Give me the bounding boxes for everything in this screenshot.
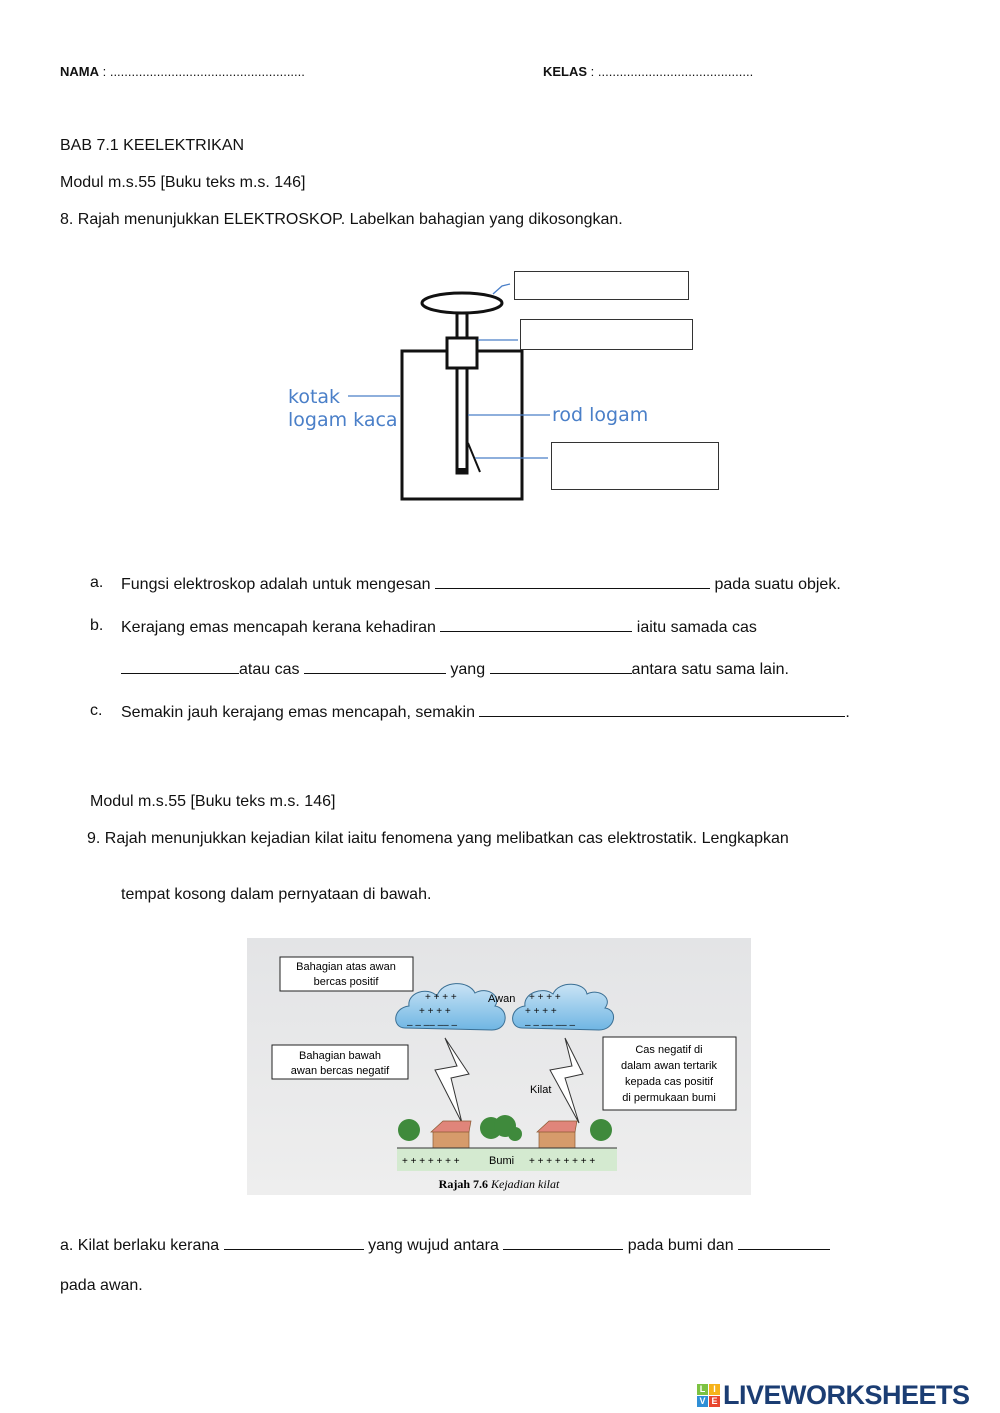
svg-text:+ + + +: + + + + xyxy=(525,1006,557,1017)
label-rod-logam: rod logam xyxy=(552,404,649,426)
label-bumi: Bumi xyxy=(489,1155,515,1167)
q9a-text1: a. Kilat berlaku kerana xyxy=(60,1237,220,1254)
q8b-text xyxy=(121,616,757,638)
q8b-text4: yang xyxy=(450,661,486,678)
q8c-text1: Semakin jauh kerajang emas mencapah, semakin xyxy=(121,704,475,721)
name-field[interactable] xyxy=(60,62,305,82)
svg-text:+ + + +: + + + + xyxy=(425,992,457,1003)
q8b-blank2[interactable] xyxy=(121,658,239,674)
q8b-blank1[interactable] xyxy=(440,616,632,632)
q8-question: 8. Rajah menunjukkan ELEKTROSKOP. Labelkan bahagian yang dikosongkan. xyxy=(60,211,623,228)
label-awan: Awan xyxy=(488,993,516,1005)
answer-box-cap[interactable] xyxy=(514,271,689,300)
callout-bottom-2: awan bercas negatif xyxy=(290,1065,390,1077)
q9a-text2: yang wujud antara xyxy=(368,1237,499,1254)
svg-text:+ + + + + + + +: + + + + + + + + xyxy=(529,1156,596,1167)
q8c-period: . xyxy=(845,704,850,721)
svg-text:Rajah 7.6 Kejadian kilat xyxy=(439,1177,560,1191)
q8c-text xyxy=(121,701,850,723)
callout-right-1: Cas negatif di xyxy=(635,1044,703,1056)
q8b-text-cont xyxy=(121,658,789,680)
callout-right-3: kepada cas positif xyxy=(624,1076,714,1088)
chapter-title: BAB 7.1 KEELEKTRIKAN xyxy=(60,137,245,154)
q9-question: 9. Rajah menunjukkan kejadian kilat iaitu fenomena yang melibatkan cas elektrostatik. Lengkapkan xyxy=(87,830,789,847)
svg-text:– – –– –– –: – – –– –– – xyxy=(525,1020,576,1031)
q9-question-cont: tempat kosong dalam pernyataan di bawah. xyxy=(121,886,432,903)
q8a-text2: pada suatu objek. xyxy=(714,576,841,593)
q8c-number: c. xyxy=(90,702,103,719)
class-field[interactable] xyxy=(543,62,753,82)
label-kotak: kotak xyxy=(288,386,341,408)
q8-module: Modul m.s.55 [Buku teks m.s. 146] xyxy=(60,174,306,191)
class-dots: : ........................................... xyxy=(587,64,754,79)
liveworksheets-logo xyxy=(697,1380,970,1411)
callout-bottom-1: Bahagian bawah xyxy=(299,1050,381,1062)
callout-right-4: di permukaan bumi xyxy=(622,1092,716,1104)
q8b-text1: Kerajang emas mencapah kerana kehadiran xyxy=(121,619,436,636)
q8a-blank[interactable] xyxy=(435,573,710,589)
q8a-text xyxy=(121,573,841,595)
answer-box-stopper[interactable] xyxy=(520,319,693,350)
q8b-text2: iaitu samada cas xyxy=(636,619,757,636)
q8b-blank4[interactable] xyxy=(490,658,632,674)
q9a-text3: pada bumi dan xyxy=(627,1237,734,1254)
glass-box xyxy=(402,351,522,499)
svg-text:+ + + +: + + + + xyxy=(529,992,561,1003)
callout-top-2: bercas positif xyxy=(313,976,379,988)
q8b-text3: atau cas xyxy=(239,661,300,678)
q8a-number: a. xyxy=(90,574,104,591)
lightning-figure xyxy=(247,938,751,1195)
caption-number: Rajah 7.6 xyxy=(438,1177,489,1191)
q8b-number: b. xyxy=(90,617,104,634)
callout-top-1: Bahagian atas awan xyxy=(296,961,396,973)
logo-text: LIVEWORKSHEETS xyxy=(723,1380,970,1410)
q8c-blank[interactable] xyxy=(479,701,845,717)
svg-text:– – –– –– –: – – –– –– – xyxy=(407,1020,458,1031)
svg-text:+ + + +: + + + + xyxy=(419,1006,451,1017)
q9a-text xyxy=(60,1234,830,1256)
q8b-text5: antara satu sama lain. xyxy=(631,661,789,678)
callout-right-2: dalam awan tertarik xyxy=(621,1060,717,1072)
class-label: KELAS xyxy=(543,64,588,79)
answer-box-gold-leaf[interactable] xyxy=(551,442,719,490)
metal-cap xyxy=(422,293,502,313)
insulator-stopper xyxy=(447,338,477,368)
caption-title: Kejadian kilat xyxy=(491,1177,560,1191)
label-kilat: Kilat xyxy=(530,1084,552,1096)
name-label: NAMA xyxy=(60,64,99,79)
q9a-blank3[interactable] xyxy=(738,1234,830,1250)
q9a-text-cont: pada awan. xyxy=(60,1277,143,1294)
q9a-blank2[interactable] xyxy=(503,1234,623,1250)
label-logam-kaca: logam kaca xyxy=(288,409,398,431)
q8a-text1: Fungsi elektroskop adalah untuk mengesan xyxy=(121,576,431,593)
metal-rod xyxy=(457,368,467,473)
q8b-blank3[interactable] xyxy=(304,658,446,674)
q9-module: Modul m.s.55 [Buku teks m.s. 146] xyxy=(90,793,336,810)
logo-icon: L I V E xyxy=(697,1384,720,1407)
name-dots: : ...................................................... xyxy=(99,64,305,79)
svg-text:+ + + + + + +: + + + + + + + xyxy=(402,1156,460,1167)
q9a-blank1[interactable] xyxy=(224,1234,364,1250)
